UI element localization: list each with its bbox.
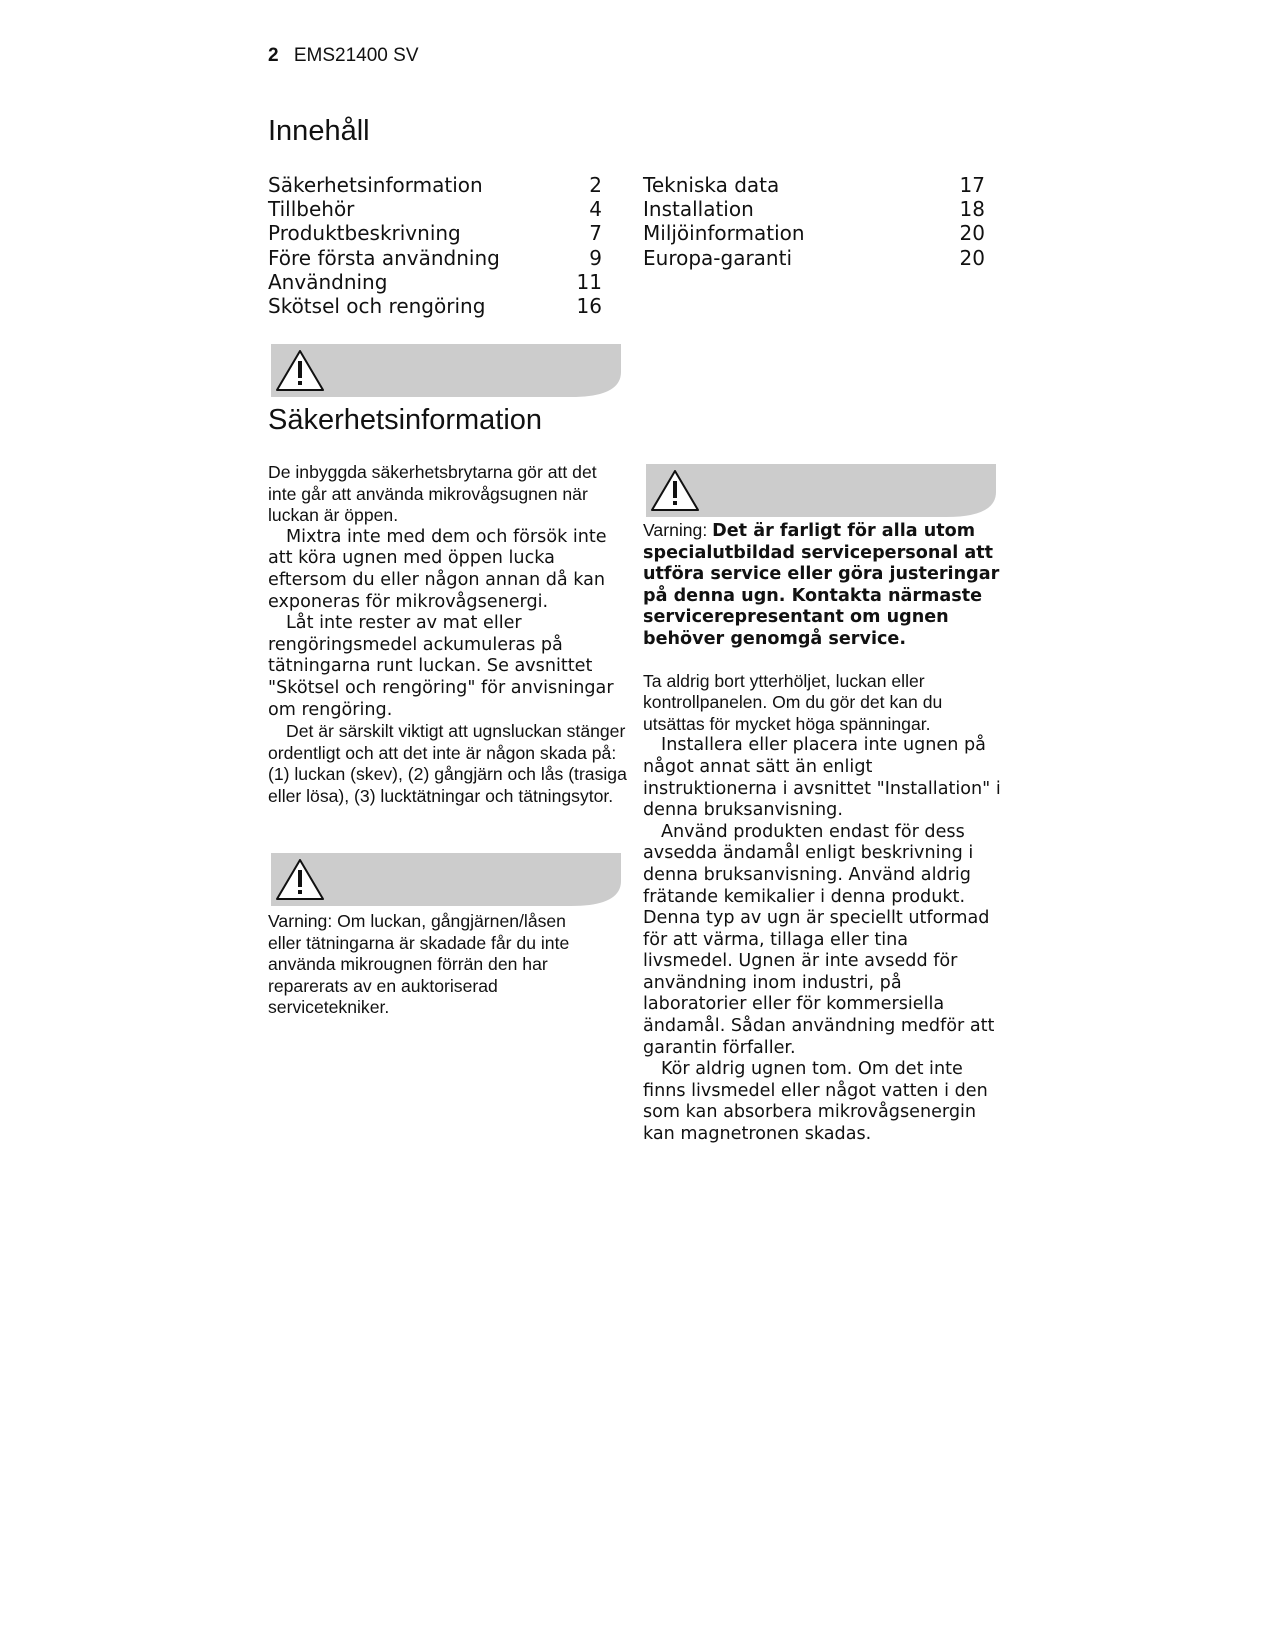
toc-entry[interactable]: Tekniska data 17 (643, 173, 985, 197)
toc-title: Innehåll (268, 115, 370, 147)
page-number: 2 (268, 45, 279, 66)
paragraph: Det är särskilt viktigt att ugnsluckan stänger ordentligt och att det inte är någon skada på: (1) luckan (skev), (2) gångjärn och lås (trasiga eller lösa), (3) lucktätningar och tätningsytor. (268, 721, 627, 806)
paragraph: Använd produkten endast för dess avsedda ändamål enligt beskrivning i denna bruksanvisning. Använd aldrig frätande kemikalier i denna produkt. Denna typ av ugn är speciellt utformad för att värma, tillaga eller tina livsmedel. Ugnen är inte avsedd för användning inom industri, på laboratorier eller för kommersiella ändamål. Sådan användning medför att garantin förfaller. (643, 821, 995, 1058)
safety-right-column (643, 520, 1003, 1146)
toc-entry[interactable]: Installation 18 (643, 197, 985, 222)
section-title: Säkerhetsinformation (268, 404, 543, 436)
toc-entry[interactable]: Tillbehör 4 (268, 197, 602, 222)
paragraph: Låt inte rester av mat eller rengöringsmedel ackumuleras på tätningarna runt luckan. Se avsnittet "Skötsel och rengöring" för anvisningar om rengöring. (268, 613, 614, 720)
toc-entry[interactable]: Användning 11 (268, 269, 602, 294)
warning-bar (271, 853, 621, 906)
doc-code: EMS21400 SV (293, 45, 419, 66)
paragraph: Mixtra inte med dem och försök inte att köra ugnen med öppen lucka eftersom du eller någon annan då kan exponeras för mikrovågsenergi. (268, 526, 607, 612)
warning-bar (646, 464, 996, 517)
toc-entry[interactable]: Miljöinformation 20 (643, 221, 985, 246)
paragraph: De inbyggda säkerhetsbrytarna gör att det inte går att använda mikrovågsugnen när luckan är öppen. (268, 462, 597, 526)
warning-paragraph: Varning: Det är farligt för alla utom specialutbildad servicepersonal att utföra service eller göra justeringar på denna ugn. Kontakta närmaste servicerepresentant om ugnen behöver genomgå service. (643, 520, 1000, 649)
warning-text: Varning: Om luckan, gångjärnen/låsen eller tätningarna är skadade får du inte använda mikrougnen förrän den har reparerats av en auktoriserad servicetekniker. (268, 911, 570, 1018)
paragraph: Ta aldrig bort ytterhöljet, luckan eller kontrollpanelen. Om du gör det kan du utsättas för mycket höga spänningar. (643, 670, 943, 734)
toc-entry[interactable]: Före första användning 9 (268, 245, 602, 270)
toc-right-column (643, 173, 985, 270)
page-header (268, 45, 419, 67)
toc-entry[interactable]: Europa-garanti 20 (643, 245, 985, 270)
safety-left-column (268, 462, 628, 808)
toc-entry[interactable]: Produktbeskrivning 7 (268, 221, 602, 246)
paragraph: Installera eller placera inte ugnen på något annat sätt än enligt instruktionerna i avsnittet "Installation" i denna bruksanvisning. (643, 735, 1001, 821)
toc-entry[interactable]: Skötsel och rengöring 16 (268, 294, 602, 319)
toc-entry[interactable]: Säkerhetsinformation 2 (268, 173, 602, 197)
toc-left-column (268, 173, 602, 318)
paragraph: Kör aldrig ugnen tom. Om det inte finns livsmedel eller något vatten i den som kan absorbera mikrovågsenergin kan magnetronen skadas. (643, 1059, 988, 1145)
section-warning-bar (271, 344, 621, 397)
